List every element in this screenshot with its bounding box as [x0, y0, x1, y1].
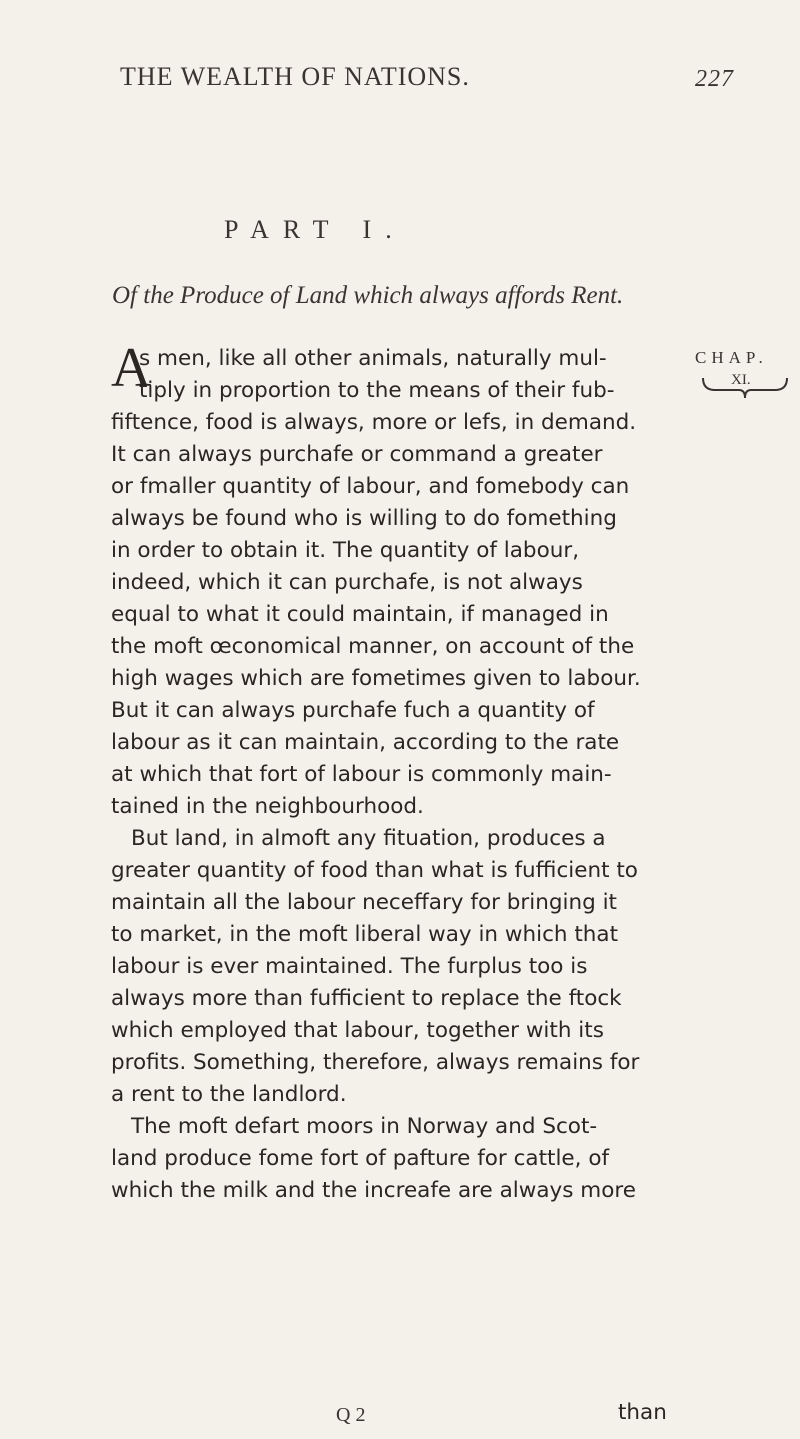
text-line: the moft œconomical manner, on account of the [111, 634, 635, 659]
text-line: labour is ever maintained. The furplus too is [111, 954, 588, 979]
text-line: s men, like all other animals, naturally mul- [139, 346, 607, 371]
text-line: fiftence, food is always, more or lefs, in demand. [111, 410, 637, 435]
text-line: or fmaller quantity of labour, and fomebody can [111, 474, 630, 499]
text-line: a rent to the landlord. [111, 1082, 347, 1107]
text-line: at which that fort of labour is commonly main- [111, 762, 612, 787]
text-line: tiply in proportion to the means of their fub- [139, 378, 615, 403]
text-line: land produce fome fort of pafture for cattle, of [111, 1146, 610, 1171]
drop-cap: A [111, 337, 152, 399]
text-line: always more than fufficient to replace the ftock [111, 986, 622, 1011]
text-line: which employed that labour, together with its [111, 1018, 604, 1043]
text-line: maintain all the labour neceffary for bringing it [111, 890, 617, 915]
chapter-number: XI. [731, 372, 751, 388]
text-line: to market, in the moft liberal way in which that [111, 922, 619, 947]
text-line: labour as it can maintain, according to the rate [111, 730, 620, 755]
text-line: tained in the neighbourhood. [111, 794, 424, 819]
catchword: than [618, 1400, 667, 1425]
running-title: THE WEALTH OF NATIONS. [120, 62, 470, 91]
text-line: The moft defart moors in Norway and Scot- [131, 1114, 598, 1139]
text-line: always be found who is willing to do fomething [111, 506, 617, 531]
text-line: which the milk and the increafe are always more [111, 1178, 636, 1203]
section-title: Of the Produce of Land which always affords Rent. [112, 282, 624, 309]
text-line: But it can always purchafe fuch a quantity of [111, 698, 595, 723]
part-heading: PART I. [224, 215, 406, 244]
text-line: indeed, which it can purchafe, is not always [111, 570, 583, 595]
page-number: 227 [695, 66, 734, 92]
chapter-margin-note [695, 348, 795, 388]
text-line: greater quantity of food than what is fufficient to [111, 858, 638, 883]
text-line: in order to obtain it. The quantity of labour, [111, 538, 580, 563]
text-line: But land, in almoft any fituation, produces a [131, 826, 606, 851]
text-line: It can always purchafe or command a greater [111, 442, 603, 467]
signature-mark: Q 2 [336, 1404, 366, 1426]
chapter-label: CHAP. [695, 348, 768, 367]
text-line: high wages which are fometimes given to labour. [111, 666, 641, 691]
text-line: profits. Something, therefore, always remains for [111, 1050, 640, 1075]
brace-icon [701, 372, 789, 400]
text-line: equal to what it could maintain, if managed in [111, 602, 609, 627]
